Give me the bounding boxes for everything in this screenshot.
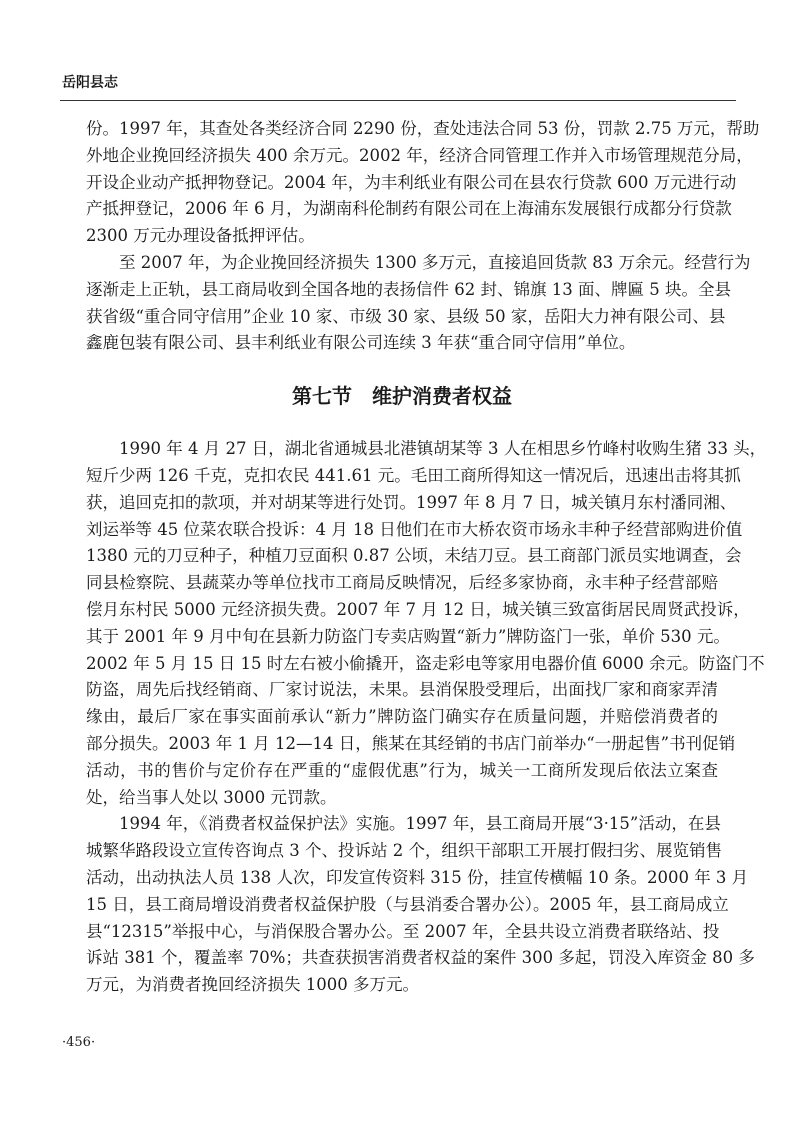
text-line: 获，追回克扣的款项，并对胡某等进行处罚。1997 年 8 月 7 日，城关镇月东村潘同湘、	[86, 492, 737, 512]
text-line: 部分损失。2003 年 1 月 12—14 日，熊某在其经销的书店门前举办“一册起售”书刊促销	[86, 733, 736, 753]
text-line: 开设企业动产抵押物登记。2004 年，为丰利纸业有限公司在县农行贷款 600 万元进行动	[86, 172, 737, 192]
text-line: 鑫鹿包装有限公司、县丰利纸业有限公司连续 3 年获“重合同守信用”单位。	[86, 333, 636, 353]
header-rule	[60, 100, 736, 101]
paragraph	[86, 436, 767, 811]
text-line: 2002 年 5 月 15 日 15 时左右被小偷撬开，盗走彩电等家用电器价值 6000 余元。防盗门不	[86, 653, 765, 673]
text-line: 至 2007 年，为企业挽回经济损失 1300 多万元，直接追回货款 83 万余元。经营行为	[119, 252, 751, 272]
text-line: 1994 年，《消费者权益保护法》实施。1997 年，县工商局开展“3·15”活动，在县	[119, 814, 721, 834]
text-line: 活动，书的售价与定价存在严重的“虚假优惠”行为，城关一工商所发现后依法立案查	[86, 760, 718, 780]
text-line: 份。1997 年，其查处各类经济合同 2290 份，查处违法合同 53 份，罚款 2.75 万元，帮助	[86, 119, 760, 138]
text-line: 同县检察院、县蔬菜办等单位找市工商局反映情况，后经多家协商，永丰种子经营部赔	[86, 573, 718, 593]
text-line: 其于 2001 年 9 月中旬在县新力防盗门专卖店购置“新力”牌防盗门一张，单价 530 元。	[86, 626, 730, 646]
text-line: 逐渐走上正轨，县工商局收到全国各地的表扬信件 62 封、锦旗 13 面、牌匾 5 块。全县	[86, 279, 731, 299]
running-head-title: 岳阳县志	[62, 75, 118, 91]
text-line: 防盗，周先后找经销商、厂家讨说法，未果。县消保股受理后，出面找厂家和商家弄清	[86, 680, 718, 700]
text-line: 偿月东村民 5000 元经济损失费。2007 年 7 月 12 日，城关镇三致富街居民周贤武投诉，	[86, 599, 750, 619]
text-line: 万元，为消费者挽回经济损失 1000 多万元。	[86, 975, 419, 995]
text-line: 获省级“重合同守信用”企业 10 家、市级 30 家、县级 50 家，岳阳大力神有限公司、县	[86, 306, 726, 326]
text-line: 县“12315”举报中心，与消保股合署办公。至 2007 年，全县共设立消费者联络站、投	[86, 921, 720, 941]
section-title: 第七节 维护消费者权益	[292, 384, 512, 409]
text-line: 外地企业挽回经济损失 400 余万元。2002 年，经济合同管理工作并入市场管理规范分局，	[86, 145, 753, 165]
text-line: 城繁华路段设立宣传咨询点 3 个、投诉站 2 个，组织干部职工开展打假扫劣、展览销售	[86, 841, 722, 861]
text-line: 1990 年 4 月 27 日，湖北省通城县北港镇胡某等 3 人在相思乡竹峰村收购生猪 33 头，	[119, 439, 767, 459]
page-number: ·456·	[62, 1035, 96, 1050]
text-line: 活动，出动执法人员 138 人次，印发宣传资料 315 份，挂宣传横幅 10 条。2000 年 3 月	[86, 867, 749, 887]
text-line: 15 日，县工商局增设消费者权益保护股（与县消委合署办公）。2005 年，县工商局成立	[86, 894, 729, 914]
paragraph	[86, 811, 755, 999]
text-line: 诉站 381 个，覆盖率 70%；共查获损害消费者权益的案件 300 多起，罚没入库资金 80 多	[86, 948, 755, 968]
text-line: 产抵押登记，2006 年 6 月，为湖南科伦制药有限公司在上海浦东发展银行成都分行贷款	[86, 199, 732, 219]
text-line: 处，给当事人处以 3000 元罚款。	[86, 787, 337, 807]
text-line: 短斤少两 126 千克，克扣农民 441.61 元。毛田工商所得知这一情况后，迅速出击将其抓	[86, 465, 741, 485]
paragraph	[86, 250, 751, 357]
text-line: 1380 元的刀豆种子，种植刀豆面积 0.87 公顷，未结刀豆。县工商部门派员实地调查，会	[86, 546, 742, 566]
text-line: 2300 万元办理设备抵押评估。	[86, 226, 315, 246]
paragraph	[86, 116, 760, 250]
text-line: 缘由，最后厂家在事实面前承认“新力”牌防盗门确实存在质量问题，并赔偿消费者的	[86, 707, 718, 727]
text-line: 刘运举等 45 位菜农联合投诉：4 月 18 日他们在市大桥农资市场永丰种子经营部购进价值	[86, 519, 743, 539]
body-text	[86, 116, 767, 999]
